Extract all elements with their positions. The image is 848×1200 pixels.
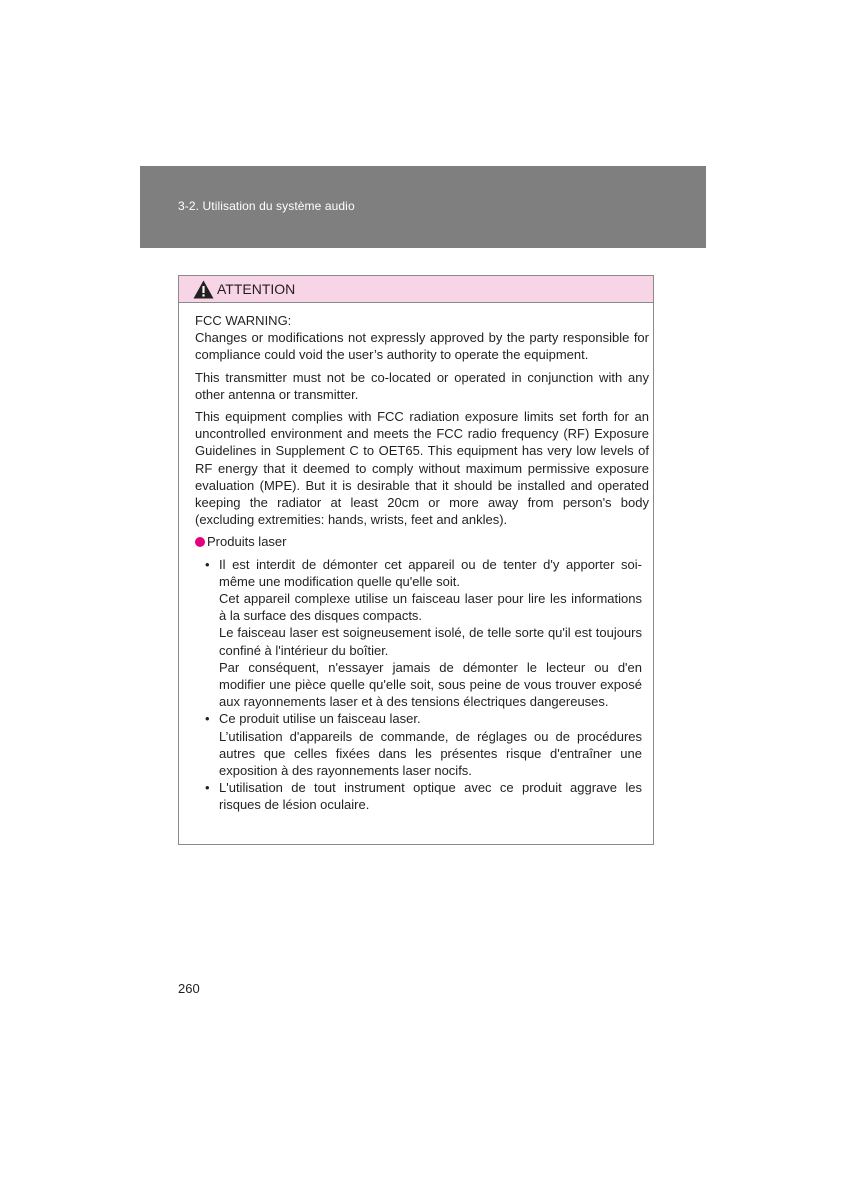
attention-header xyxy=(179,276,653,303)
paragraph: This transmitter must not be co-located or operated in conjunction with any other antenna or transmitter. xyxy=(195,369,649,402)
page-number: 260 xyxy=(178,981,200,996)
attention-box xyxy=(178,275,654,845)
list-item xyxy=(195,779,642,813)
bullet-line: Il est interdit de démonter cet appareil ou de tenter d'y apporter soi-même une modification quelle qu'elle soit. xyxy=(219,556,642,589)
bullet-line: Par conséquent, n'essayer jamais de démonter le lecteur ou d'en modifier une pièce quelle qu'elle soit, sous peine de vous trouver exposé aux rayonnements laser et à des tensions électriques dangereuses. xyxy=(219,659,642,710)
paragraph: This equipment complies with FCC radiation exposure limits set forth for an uncontrolled environment and meets the FCC radio frequency (RF) Exposure Guidelines in Supplement C to OET65. This equipment has very low levels of RF energy that it deemed to comply without maximum permissive exposure evaluation (MPE). But it is desirable that it should be installed and operated keeping the radiator at least 20cm or more away from person's body (excluding extremities: hands, wrists, feet and ankles). xyxy=(195,409,649,528)
paragraph: Changes or modifications not expressly approved by the party responsible for compliance could void the user’s authority to operate the equipment. xyxy=(195,330,649,363)
laser-bullet-list xyxy=(195,556,649,814)
list-item xyxy=(195,710,642,779)
bullet-mark: • xyxy=(205,711,210,727)
bullet-mark: • xyxy=(205,556,210,572)
bullet-line: Ce produit utilise un faisceau laser. xyxy=(219,711,421,727)
section-header-band xyxy=(140,166,706,248)
bullet-line: Cet appareil complexe utilise un faisceau laser pour lire les informations à la surface des disques compacts. xyxy=(219,591,642,624)
list-item xyxy=(195,556,642,711)
laser-section-heading xyxy=(195,533,649,550)
bullet-line: Le faisceau laser est soigneusement isolé, de telle sorte qu'il est toujours confiné à l'intérieur du boîtier. xyxy=(219,625,642,658)
bullet-dot-icon xyxy=(195,537,205,547)
warning-triangle-icon xyxy=(193,280,214,299)
section-title: 3-2. Utilisation du système audio xyxy=(178,199,355,213)
attention-body xyxy=(195,312,649,814)
fcc-heading: FCC WARNING: xyxy=(195,313,292,328)
attention-label: ATTENTION xyxy=(217,281,296,297)
laser-heading-text: Produits laser xyxy=(207,534,287,550)
bullet-line: L'utilisation de tout instrument optique avec ce produit aggrave les risques de lésion oculaire. xyxy=(219,780,642,813)
bullet-line: L’utilisation d'appareils de commande, de réglages ou de procédures autres que celles fixées dans les présentes risque d'entraîner une exposition à des rayonnements laser nocifs. xyxy=(219,728,642,779)
bullet-mark: • xyxy=(205,780,210,796)
